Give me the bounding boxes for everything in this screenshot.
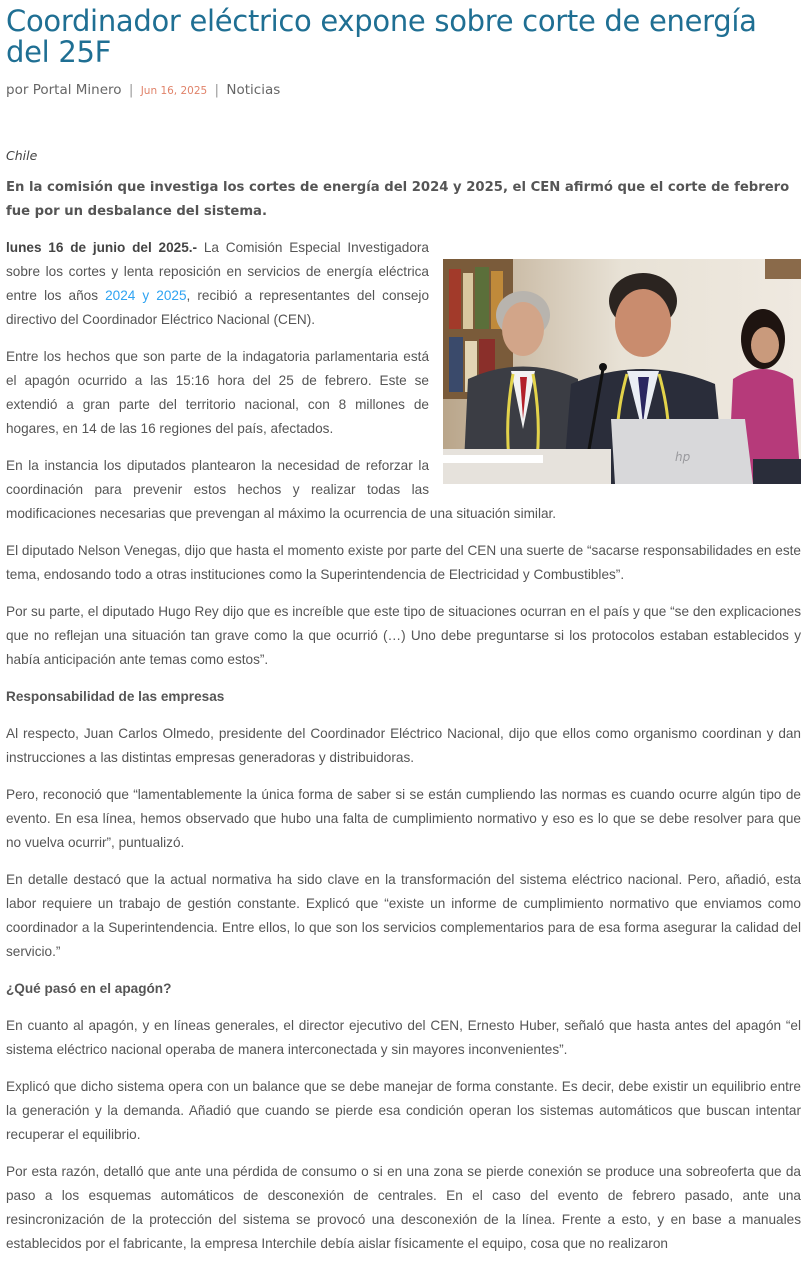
paragraph-2: Entre los hechos que son parte de la indagatoria parlamentaria está el apagón ocurrido a las 15:16 hora del 25 de febrero. Este se extendió a gran parte del territorio nacional, con 8 millones de hogares, en 14 de las 16 regiones del país, afectados.: [6, 349, 429, 436]
paragraph-text: , recibió a representantes del consejo directivo del Coordinador Eléctrico Nacional (CEN).: [6, 288, 430, 327]
paragraph-8: En detalle destacó que la actual normativa ha sido clave en la transformación del sistema eléctrico nacional. Pero, añadió, esta labor requiere un trabajo de gestión constante. Explicó que “existe un informe de cumplimiento normativo que enviamos como coordinador a la Superintendencia. Entre ellos, lo que son los servicios complementarios para de esa forma asegurar la calidad del servicio.”: [6, 872, 801, 959]
paragraph-6: Al respecto, Juan Carlos Olmedo, presidente del Coordinador Eléctrico Nacional, dijo que ellos como organismo coordinan y dan instrucciones a las distintas empresas generadoras y distribuidoras.: [6, 726, 801, 765]
paragraph-4: El diputado Nelson Venegas, dijo que hasta el momento existe por parte del CEN una suerte de “sacarse responsabilidades en este tema, endosando todo a otras instituciones como la Superintendencia de Electricidad y Combustibles”.: [6, 543, 801, 582]
post-meta: [6, 82, 801, 102]
hearing-photo: [443, 259, 801, 484]
paragraph-9: En cuanto al apagón, y en líneas generales, el director ejecutivo del CEN, Ernesto Huber, señaló que hasta antes del apagón “el sistema eléctrico nacional operaba de manera interconectada y sin mayores inconvenientes”.: [6, 1018, 801, 1057]
article-lead: En la comisión que investiga los cortes de energía del 2024 y 2025, el CEN afirmó que el corte de febrero fue por un desbalance del sistema.: [6, 180, 790, 219]
author-link[interactable]: Portal Minero: [32, 82, 122, 98]
paragraph-text: La Comisión Especial Investigadora sobre los cortes y lenta reposición en servicios de energía eléctrica entre los años: [6, 240, 429, 303]
paragraph-7: Pero, reconoció que “lamentablemente la única forma de saber si se están cumpliendo las normas es cuando ocurre algún tipo de evento. En esa línea, hemos observado que hubo una falta de cumplimiento normativo y eso es lo que se debe resolver para que no vuelva ocurrir”, puntualizó.: [6, 787, 801, 850]
article-container: [6, 0, 801, 1251]
meta-separator: |: [214, 82, 220, 98]
article-body: [6, 236, 801, 1269]
dateline: lunes 16 de junio del 2025.-: [6, 240, 198, 255]
section-heading-responsabilidad: Responsabilidad de las empresas: [6, 689, 225, 704]
paragraph-5: Por su parte, el diputado Hugo Rey dijo que es increíble que este tipo de situaciones ocurran en el país y que “se den explicaciones que no reflejan una situación tan grave como la que ocurrió (…) Uno debe preguntarse si los protocolos estaban establecidos y había anticipación ante temas como estos”.: [6, 604, 801, 667]
meta-by: por: [6, 82, 29, 98]
country-label: Chile: [6, 148, 38, 163]
years-link[interactable]: 2024 y 2025: [105, 288, 187, 303]
paragraph-10: Explicó que dicho sistema opera con un balance que se debe manejar de forma constante. Es decir, debe existir un equilibrio entre la generación y la demanda. Añadió que cuando se pierde esa condición operan los sistemas automáticos que buscan intentar recuperar el equilibrio.: [6, 1079, 801, 1142]
paragraph-3: En la instancia los diputados plantearon la necesidad de reforzar la coordinación para prevenir estos hechos y realizar todas las modificaciones necesarias que prevengan al máximo la ocurrencia de una situación similar.: [6, 458, 557, 521]
category-link[interactable]: Noticias: [226, 82, 281, 98]
page-title: Coordinador eléctrico expone sobre corte de energía del 25F: [6, 4, 757, 69]
section-heading-apagon: ¿Qué pasó en el apagón?: [6, 981, 172, 996]
paragraph-11: Por esta razón, detalló que ante una pérdida de consumo o si en una zona se pierde conexión se produce una sobreoferta que da paso a los esquemas automáticos de desconexión de centrales. En el caso del evento de febrero pasado, ante una resincronización de la protección del sistema se provocó una desconexión de la línea. Frente a esto, y en base a manuales establecidos por el fabricante, la empresa Interchile debía aislar físicamente el equipo, cosa que no realizaron: [6, 1164, 801, 1251]
meta-separator: |: [128, 82, 134, 98]
post-date: Jun 16, 2025: [140, 85, 208, 97]
svg-text:hp: hp: [675, 450, 691, 464]
